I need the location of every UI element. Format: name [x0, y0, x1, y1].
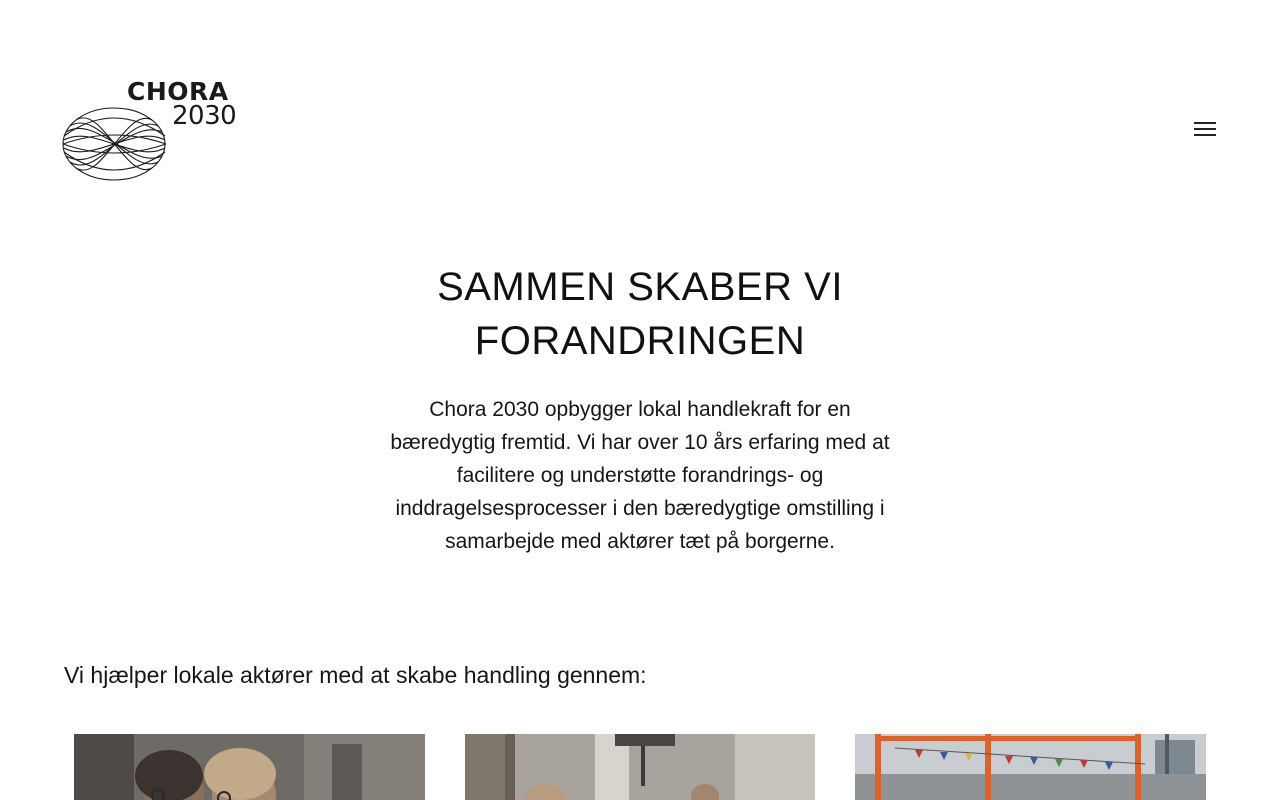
service-card-3[interactable] [855, 734, 1206, 800]
service-card-1[interactable] [74, 734, 425, 800]
service-card-2[interactable] [465, 734, 815, 800]
logo-link[interactable] [62, 78, 242, 182]
hero-description [355, 393, 925, 558]
hero-line: inddragelsesprocesser i den bæredygtige omstilling i [395, 497, 885, 520]
hero-title-line-2: FORANDRINGEN [474, 319, 806, 363]
hero-line: samarbejde med aktører tæt på borgerne. [445, 530, 835, 553]
hero-title-line-1: SAMMEN SKABER VI [437, 265, 843, 309]
hero-line: facilitere og understøtte forandrings- og [456, 464, 824, 487]
photo-people-meeting [74, 734, 425, 800]
hero-line: Chora 2030 opbygger lokal handlekraft for en [429, 398, 851, 421]
hamburger-menu-icon[interactable] [1190, 118, 1220, 140]
hero-line: bæredygtig fremtid. Vi har over 10 års erfaring med at [390, 431, 890, 454]
menu-bar-bottom [1194, 134, 1216, 136]
photo-harbour-event-flags [855, 734, 1206, 800]
menu-bar-top [1194, 122, 1216, 124]
logo-wordmark: CHORA [127, 77, 229, 106]
menu-bar-middle [1194, 128, 1216, 130]
services-intro: Vi hjælper lokale aktører med at skabe handling gennem: [64, 662, 647, 688]
woven-sphere-logo-icon [62, 106, 168, 182]
logo-year: 2030 [172, 101, 237, 131]
hero-title [340, 260, 940, 368]
photo-workshop-room [465, 734, 815, 800]
